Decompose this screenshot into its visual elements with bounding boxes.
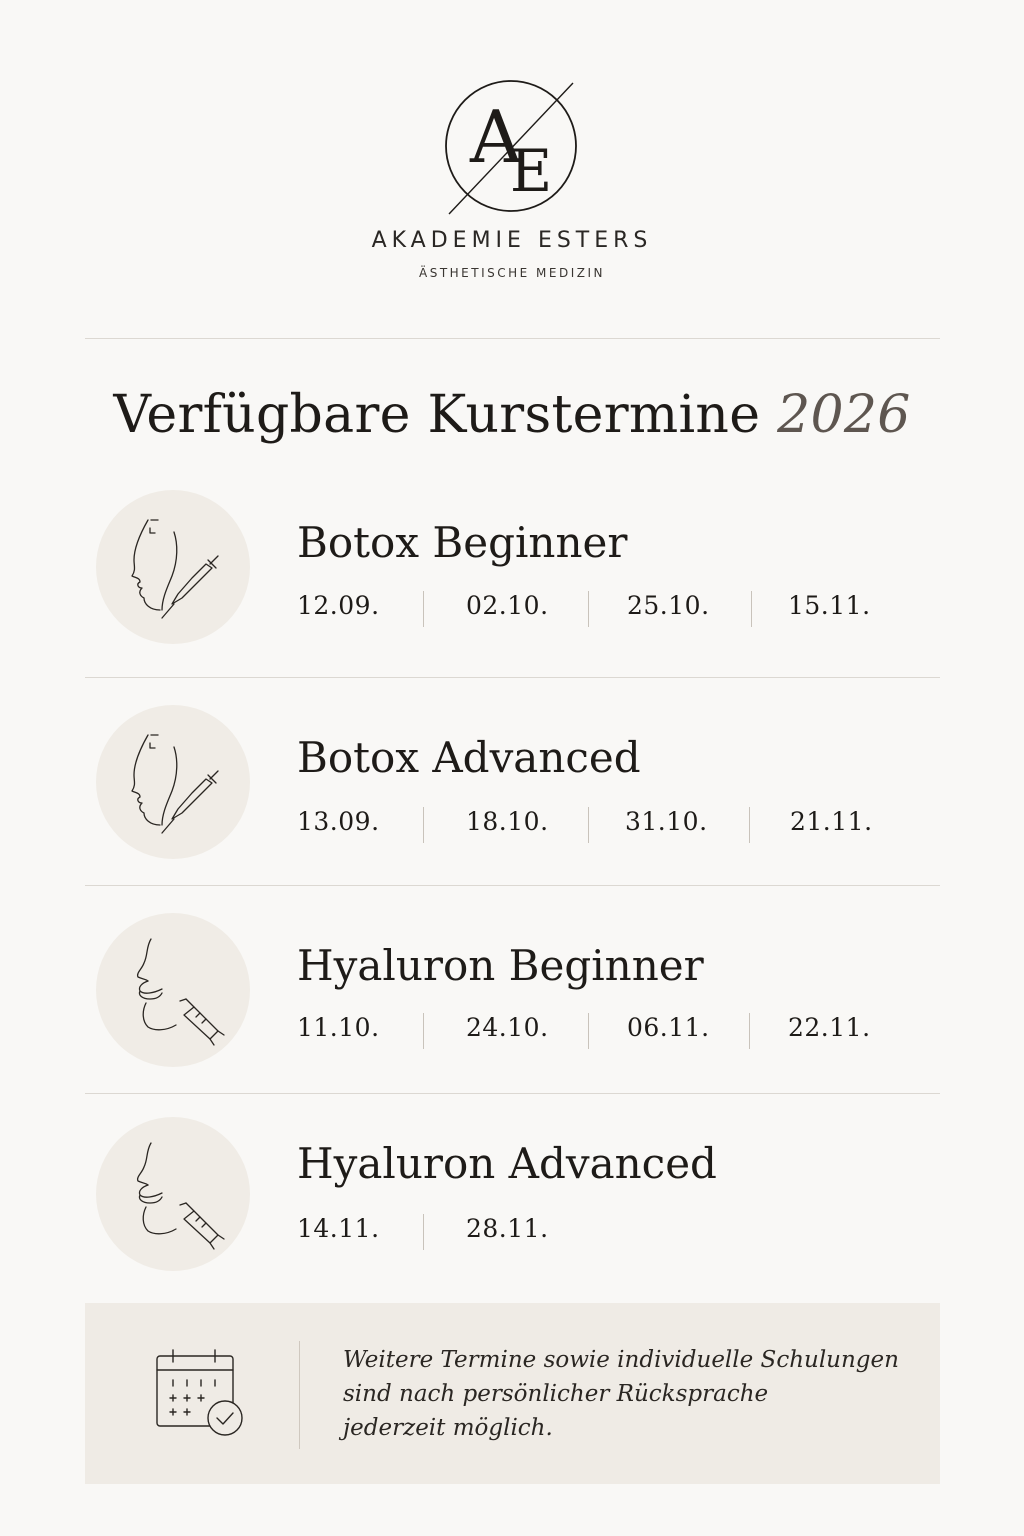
course-date: 31.10. bbox=[625, 807, 708, 836]
date-separator bbox=[588, 591, 589, 627]
note-divider bbox=[299, 1341, 300, 1449]
course-botox-beginner bbox=[85, 490, 940, 690]
course-date: 22.11. bbox=[788, 1013, 871, 1042]
date-separator bbox=[588, 807, 589, 843]
monogram-logo bbox=[441, 80, 581, 215]
course-title: Hyaluron Beginner bbox=[297, 941, 704, 990]
page-title-text: Verfügbare Kurstermine bbox=[113, 385, 761, 445]
date-separator bbox=[423, 807, 424, 843]
info-note bbox=[85, 1303, 940, 1484]
course-dates bbox=[297, 591, 937, 627]
date-separator bbox=[749, 807, 750, 843]
brand-name: AKADEMIE ESTERS bbox=[371, 228, 653, 253]
course-title: Botox Beginner bbox=[297, 518, 628, 567]
course-date: 21.11. bbox=[790, 807, 873, 836]
course-title: Botox Advanced bbox=[297, 733, 641, 782]
course-date: 18.10. bbox=[466, 807, 549, 836]
course-date: 25.10. bbox=[627, 591, 710, 620]
divider bbox=[85, 677, 940, 678]
course-date: 11.10. bbox=[297, 1013, 380, 1042]
course-date: 13.09. bbox=[297, 807, 380, 836]
calendar-check-icon bbox=[153, 1348, 249, 1442]
date-separator bbox=[749, 1013, 750, 1049]
course-date: 06.11. bbox=[627, 1013, 710, 1042]
page-title bbox=[0, 385, 1024, 445]
note-text bbox=[343, 1343, 903, 1445]
course-date: 14.11. bbox=[297, 1214, 380, 1243]
lips-profile-syringe-icon bbox=[96, 1117, 250, 1271]
note-line: Weitere Termine sowie individuelle Schulungen bbox=[343, 1347, 899, 1373]
course-date: 12.09. bbox=[297, 591, 380, 620]
page-title-year: 2026 bbox=[777, 385, 911, 445]
date-separator bbox=[423, 591, 424, 627]
course-date: 02.10. bbox=[466, 591, 549, 620]
logo bbox=[0, 0, 1024, 300]
date-separator bbox=[423, 1214, 424, 1250]
date-separator bbox=[588, 1013, 589, 1049]
course-dates bbox=[297, 1013, 937, 1049]
lips-profile-syringe-icon bbox=[96, 913, 250, 1067]
face-profile-syringe-icon bbox=[96, 705, 250, 859]
course-botox-advanced bbox=[85, 705, 940, 905]
divider bbox=[85, 338, 940, 339]
course-date: 24.10. bbox=[466, 1013, 549, 1042]
course-hyaluron-advanced bbox=[85, 1117, 940, 1317]
date-separator bbox=[751, 591, 752, 627]
course-hyaluron-beginner bbox=[85, 913, 940, 1113]
course-date: 28.11. bbox=[466, 1214, 549, 1243]
face-profile-syringe-icon bbox=[96, 490, 250, 644]
divider bbox=[85, 1093, 940, 1094]
divider bbox=[85, 885, 940, 886]
course-dates bbox=[297, 807, 937, 843]
course-title: Hyaluron Advanced bbox=[297, 1139, 717, 1188]
monogram-letter-a: A bbox=[470, 95, 522, 179]
date-separator bbox=[423, 1013, 424, 1049]
note-line: jederzeit möglich. bbox=[343, 1415, 553, 1441]
monogram-letter-e: E bbox=[509, 137, 553, 205]
brand-subtitle: ÄSTHETISCHE MEDIZIN bbox=[419, 266, 605, 280]
course-dates bbox=[297, 1214, 937, 1250]
course-date: 15.11. bbox=[788, 591, 871, 620]
note-line: sind nach persönlicher Rücksprache bbox=[343, 1381, 769, 1407]
